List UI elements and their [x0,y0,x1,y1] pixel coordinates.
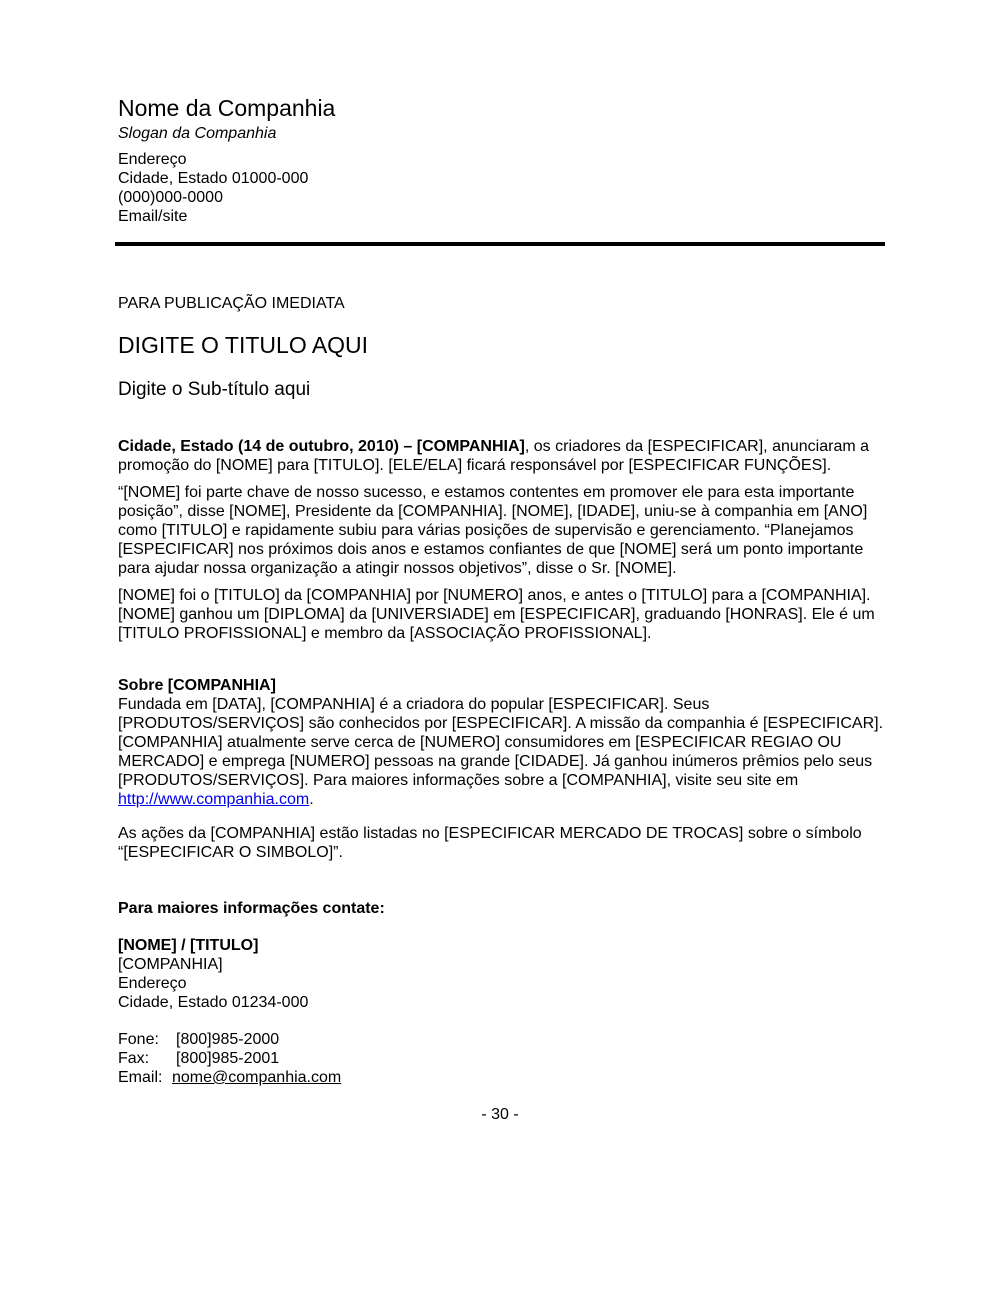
company-city-state: Cidade, Estado 01000-000 [118,170,309,187]
company-email-site: Email/site [118,208,188,225]
release-title: DIGITE O TITULO AQUI [118,332,369,358]
company-slogan: Slogan da Companhia [118,125,277,142]
contact-address: Endereço [118,975,187,992]
header-divider [115,242,885,246]
contact-heading: Para maiores informações contate: [118,900,385,917]
release-notice: PARA PUBLICAÇÃO IMEDIATA [118,295,345,312]
fax-label: Fax: [118,1050,150,1067]
fax-value: [800]985-2001 [176,1050,280,1067]
contact-phones [118,1030,341,1087]
company-address: Endereço [118,151,187,168]
contact-block [118,936,308,1012]
contact-email-link[interactable]: nome@companhia.com [172,1069,342,1086]
contact-company: [COMPANHIA] [118,956,223,973]
phone-label: Fone: [118,1031,159,1048]
company-name: Nome da Companhia [118,95,336,121]
company-website-link[interactable]: http://www.companhia.com [118,791,310,808]
email-row [118,1068,341,1087]
email-label: Email: [118,1069,163,1086]
stock-paragraph: As ações da [COMPANHIA] estão listadas no [ESPECIFICAR MERCADO DE TROCAS] sobre o símbolo “[ESPECIFICAR O SIMBOLO]”. [118,825,862,861]
release-subtitle: Digite o Sub-título aqui [118,379,311,400]
release-body [118,437,888,651]
about-text: Fundada em [DATA], [COMPANHIA] é a criadora do popular [ESPECIFICAR]. Seus [PRODUTOS/SERVIÇOS] são conhecidos por [ESPECIFICAR]. A missão da companhia é [ESPECIFICAR]. [COMPANHIA] atualmente serve cerca de [NUMERO] consumidores em [ESPECIFICAR REGIAO OU MERCADO] e emprega [NUMERO] pessoas na grande [CIDADE]. Já ganhou inúmeros prêmios pelo seus [PRODUTOS/SERVIÇOS]. Para maiores informações sobre a [COMPANHIA], visite seu site em [118,696,884,789]
about-section [118,676,888,809]
contact-city-state: Cidade, Estado 01234-000 [118,994,309,1011]
about-heading: Sobre [COMPANHIA] [118,677,276,694]
about-paragraph [118,695,888,809]
background-paragraph: [NOME] foi o [TITULO] da [COMPANHIA] por [NUMERO] anos, e antes o [TITULO] para a [COMPANHIA]. [NOME] ganhou um [DIPLOMA] da [UNIVERSIADE] em [ESPECIFICAR], graduando [HONRAS]. Ele é um [TITULO PROFISSIONAL] e membro da [ASSOCIAÇÃO PROFISSIONAL]. [118,587,875,642]
contact-name-title: [NOME] / [TITULO] [118,937,259,954]
phone-row [118,1030,341,1049]
fax-row [118,1049,341,1068]
lead-dateline: Cidade, Estado (14 de outubro, 2010) – [COMPANHIA] [118,438,525,455]
lead-text: , os criadores da [ESPECIFICAR], anunciaram a promoção do [NOME] para [TITULO]. [ELE/ELA] ficará responsável por [ESPECIFICAR FUNÇÕES]. [118,438,870,474]
company-address-block [118,150,335,226]
company-phone: (000)000-0000 [118,189,223,206]
phone-value: [800]985-2000 [176,1031,280,1048]
company-header [118,94,335,226]
about-end: . [309,791,314,808]
lead-paragraph [118,437,888,475]
quote-paragraph: “[NOME] foi parte chave de nosso sucesso, e estamos contentes em promover ele para esta importante posição”, disse [NOME], Presidente da [COMPANHIA]. [NOME], [IDADE], uniu-se à companhia em [ANO] como [TITULO] e rapidamente subiu para várias posições de supervisão e gerenciamento. “Planejamos [ESPECIFICAR] nos próximos dois anos e estamos confiantes de que [NOME] será um ponto importante para ajudar nossa organização a atingir nossos objetivos”, disse o Sr. [NOME]. [118,484,868,577]
page-number: - 30 - [481,1106,519,1123]
